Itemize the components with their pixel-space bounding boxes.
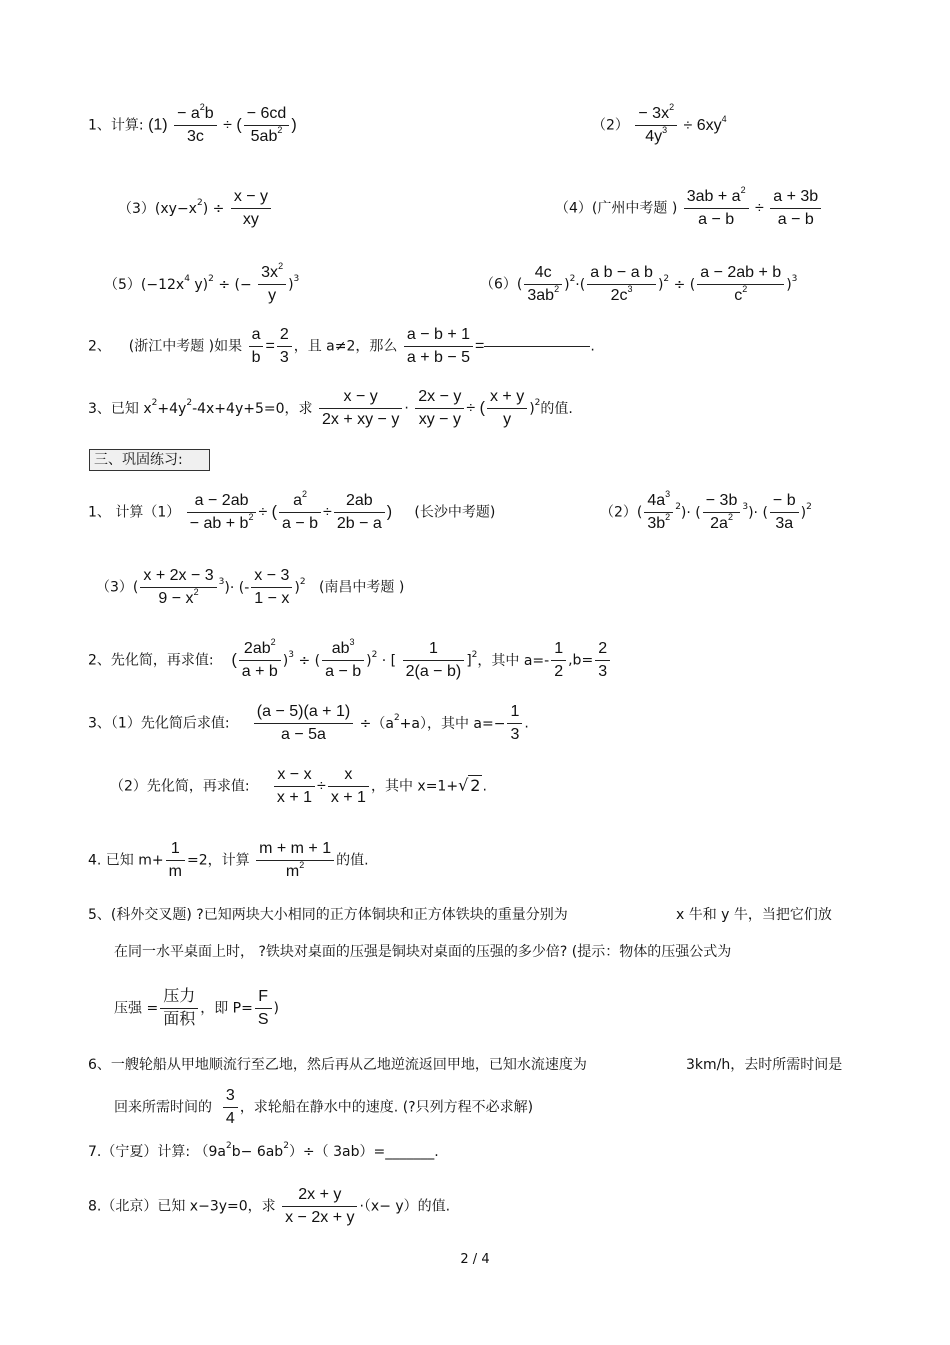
exercise-8: 8.（北京）已知 x−3y=0，求 $\frac{2x + y}{x - 2x + y}$ ·（x− y）的值. bbox=[88, 1184, 450, 1229]
fraction: $\frac{F}{S}$ bbox=[255, 986, 272, 1031]
fraction: $\frac{a + 3b}{a - b}$ bbox=[770, 186, 821, 231]
label: （6）( bbox=[480, 276, 523, 293]
exercise-5-line-2 bbox=[114, 942, 731, 962]
fraction: $\frac{a^2}{a - b}$ bbox=[279, 490, 321, 535]
label: （2）先化简，再求值: bbox=[110, 778, 250, 795]
problem-text: 在同一水平桌面上时， ?铁块对桌面的压强是铜块对桌面的压强的多少倍? (提示：物体的压强公式为 bbox=[114, 944, 732, 960]
square-root: √ 2 bbox=[458, 775, 481, 795]
exercise-1: 1、 计算（1） $\frac{a - 2ab}{- ab + b^2}$ ÷ ( $\frac{a^2}{a - b}$ ÷ $\frac{2ab}{2b - a}$ ) (长沙中考题) bbox=[88, 490, 495, 535]
fraction: $\frac{(a - 5)(a + 1)}{a - 5a}$ bbox=[254, 701, 353, 746]
fraction: $\frac{a}{b}$ bbox=[249, 324, 264, 369]
problem-text: 6、一艘轮船从甲地顺流行至乙地，然后再从乙地逆流返回甲地，已知水流速度为 bbox=[88, 1057, 587, 1073]
problem-1-row-1 bbox=[88, 103, 297, 148]
fraction: $\frac{1}{3}$ bbox=[507, 701, 522, 746]
problem-1-part-3: $(3)(xy-x^2)$ ÷ $\frac{x - y}{xy}$ bbox=[118, 186, 273, 231]
fraction: 压力 面积 bbox=[160, 986, 198, 1031]
problem-text: 3km/h，去时所需时间是 bbox=[686, 1057, 843, 1073]
problem-number: 4. 已知 m+ bbox=[88, 852, 164, 869]
fraction: $\frac{a - 2ab}{- ab + b^2}$ bbox=[187, 490, 257, 535]
exercise-5-line-3: 压强 = 压力 面积 ，即 P= $\frac{F}{S}$ ) bbox=[114, 986, 279, 1031]
problem-number: 3、已知 x bbox=[88, 400, 152, 417]
fraction: $\frac{3}{4}$ bbox=[223, 1085, 238, 1130]
fraction: $\frac{2x - y}{xy - y}$ bbox=[415, 386, 464, 431]
label: （3）(xy−x bbox=[118, 200, 197, 217]
exercise-4: 4. 已知 m+ $\frac{1}{m}$ =2，计算 $\frac{m + m + 1}{m^2}$ 的值. bbox=[88, 838, 369, 883]
fraction: $\frac{x - x}{x + 1}$ bbox=[274, 764, 315, 809]
fraction: $\frac{1}{2}$ bbox=[551, 638, 566, 683]
problem-number: 1、 计算（1） bbox=[88, 504, 181, 521]
fraction: $\frac{\text{a b − a b}}{2c^3}$ bbox=[587, 262, 656, 307]
fraction: $\frac{x + 2x - 3}{9 - x^2}$ bbox=[140, 565, 216, 610]
problem-3: 3、已知 $x^2+4y^2-4x+4y+5=0$，求 $\frac{x - y}{2x + xy - y}$ · $\frac{2x - y}{xy - y}$ ÷ ( $\frac{x + y}{y}$ )$^2$的值. bbox=[88, 386, 573, 431]
exercise-2: 2、先化简，再求值: ( $\frac{2ab^2}{a + b}$ )$^3$ ÷ ( $\frac{ab^3}{a - b}$ )$^2$ · [ $\frac{1}{2(a - b)}$ ]$^2$，其中 a=- $\frac{1}{2}$ ,b= $\frac{2}{3}$ bbox=[88, 638, 612, 683]
exercise-6-line-1 bbox=[88, 1055, 587, 1075]
fraction: $\frac{2}{3}$ bbox=[595, 638, 610, 683]
fraction: $\frac{2}{3}$ bbox=[277, 324, 292, 369]
exercise-7: 7.（宁夏）计算: $(9a^2b- 6ab^2)\div$（ 3ab）=_______. bbox=[88, 1141, 439, 1160]
fraction: $\frac{- a^2b}{3c}$ bbox=[174, 103, 217, 148]
fraction: $\frac{- b}{3a}$ bbox=[770, 490, 799, 535]
problem-text: 5、(科外交叉题) ?已知两块大小相同的正方体铜块和正方体铁块的重量分别为 bbox=[88, 907, 568, 923]
problem-1-part-5: $(5)(-12x^4$ y)$^2$ ÷ (− $\frac{3x^2}{y}$ )$^3$ bbox=[104, 262, 299, 307]
page-number: 2 / 4 bbox=[460, 1252, 490, 1267]
label: （2） bbox=[592, 117, 629, 134]
problem-text: 回来所需时间的 bbox=[114, 1099, 212, 1116]
fraction: $\frac{1}{m}$ bbox=[166, 838, 185, 883]
exercise-1-part-3: （3）( $\frac{x + 2x - 3}{9 - x^2}$ $^3$)· (- $\frac{x - 3}{1 - x}$ )$^2$ (南昌中考题 ) bbox=[96, 565, 404, 610]
problem-1-part-6: （6）( $\frac{4c}{3ab^2}$ )$^2$·( $\frac{\text{a b − a b}}{2c^3}$ )$^2$ ÷ ( $\frac{a - 2ab + b}{c^2}$ )$^3$ bbox=[480, 262, 797, 307]
fraction: $\frac{1}{2(a - b)}$ bbox=[403, 638, 465, 683]
exercise-3-part-2: （2）先化简，再求值: $\frac{x - x}{x + 1}$ ÷ $\frac{x}{x + 1}$ ，其中 x=1+√ 2 . bbox=[110, 764, 487, 809]
fraction: $\frac{- 3b}{2a^2}$ bbox=[703, 490, 741, 535]
problem-2: 2、 (浙江中考题 )如果 $\frac{a}{b}$ = $\frac{2}{3}$ ，且 a≠2，那么 $\frac{a - b + 1}{a + b - 5}$ = . bbox=[88, 324, 595, 369]
formula-label: 压强 = bbox=[114, 1000, 159, 1017]
label: （2）( bbox=[600, 504, 643, 521]
operator: ) bbox=[291, 116, 297, 134]
problem-text: x 牛和 y 牛，当把它们放 bbox=[676, 907, 832, 923]
exercise-1-part-2: （2）( $\frac{4a^3}{3b^2}$ $^2$)· ( $\frac{- 3b}{2a^2}$ $^3$)· ( $\frac{- b}{3a}$ )$^2$ bbox=[600, 490, 812, 535]
source-note: (长沙中考题) bbox=[414, 504, 496, 521]
operator: ÷ ( bbox=[223, 116, 242, 134]
source-note: (浙江中考题 )如果 bbox=[128, 338, 243, 355]
fraction: $\frac{x}{x + 1}$ bbox=[328, 764, 369, 809]
problem-1-part-4 bbox=[555, 186, 823, 231]
operator: ÷ bbox=[755, 199, 764, 217]
problem-text: 7.（宁夏）计算: （9a bbox=[88, 1144, 227, 1160]
fraction: $\frac{a - b + 1}{a + b - 5}$ bbox=[404, 324, 473, 369]
fraction: $\frac{x - 3}{1 - x}$ bbox=[251, 565, 292, 610]
problem-number: 3、（1）先化简后求值: bbox=[88, 715, 230, 732]
problem-1-part-2: （2） $\frac{- 3x^2}{4y^3}$ ÷ $6xy^4$ bbox=[592, 103, 727, 148]
fraction: $\frac{x + y}{y}$ bbox=[487, 386, 527, 431]
fraction: $\frac{3ab + a^2}{a - b}$ bbox=[684, 186, 749, 231]
label: （4）(广州中考题 ) bbox=[555, 200, 678, 217]
fraction: $\frac{2ab}{2b - a}$ bbox=[334, 490, 385, 535]
fraction: $\frac{2x + y}{x - 2x + y}$ bbox=[282, 1184, 357, 1229]
fraction: $\frac{4c}{3ab^2}$ bbox=[524, 262, 562, 307]
fraction: $\frac{m + m + 1}{m^2}$ bbox=[256, 838, 334, 883]
exercise-6-line-1b bbox=[686, 1055, 842, 1075]
fraction: $\frac{2ab^2}{a + b}$ bbox=[239, 638, 281, 683]
section-header: 三、巩固练习: bbox=[89, 449, 210, 471]
label: （3）( bbox=[96, 579, 139, 596]
exercise-5-line-1 bbox=[88, 905, 568, 925]
exercise-3-part-1: 3、（1）先化简后求值: $\frac{(a - 5)(a + 1)}{a - 5a}$ $\div(a^2+a)$，其中 a=− $\frac{1}{3}$ . bbox=[88, 701, 529, 746]
source-note: (南昌中考题 ) bbox=[318, 579, 405, 596]
problem-number: 8.（北京）已知 x−3y=0，求 bbox=[88, 1198, 276, 1215]
fraction: $\frac{ab^3}{a - b}$ bbox=[322, 638, 364, 683]
fraction: $\frac{- 6cd}{5ab^2}$ bbox=[244, 103, 290, 148]
exercise-6-line-2: 回来所需时间的 $\frac{3}{4}$ ，求轮船在静水中的速度. (?只列方程不必求解) bbox=[114, 1085, 533, 1130]
fraction: $\frac{4a^3}{3b^2}$ bbox=[644, 490, 673, 535]
fraction: $\frac{x - y}{xy}$ bbox=[231, 186, 271, 231]
label: (1) bbox=[148, 116, 168, 134]
exercise-5-line-1b bbox=[676, 905, 832, 925]
fraction: $\frac{3x^2}{y}$ bbox=[258, 262, 286, 307]
label: （5）(−12x bbox=[104, 276, 185, 293]
problem-number: 1、计算: bbox=[88, 117, 149, 134]
fraction: $\frac{a - 2ab + b}{c^2}$ bbox=[697, 262, 784, 307]
fraction: $\frac{- 3x^2}{4y^3}$ bbox=[635, 103, 677, 148]
fraction: $\frac{x - y}{2x + xy - y}$ bbox=[319, 386, 402, 431]
expression: ÷ 6xy bbox=[683, 116, 722, 134]
answer-blank[interactable] bbox=[484, 346, 590, 347]
problem-number: 2、 bbox=[88, 338, 111, 355]
problem-number: 2、先化简，再求值: bbox=[88, 652, 214, 669]
